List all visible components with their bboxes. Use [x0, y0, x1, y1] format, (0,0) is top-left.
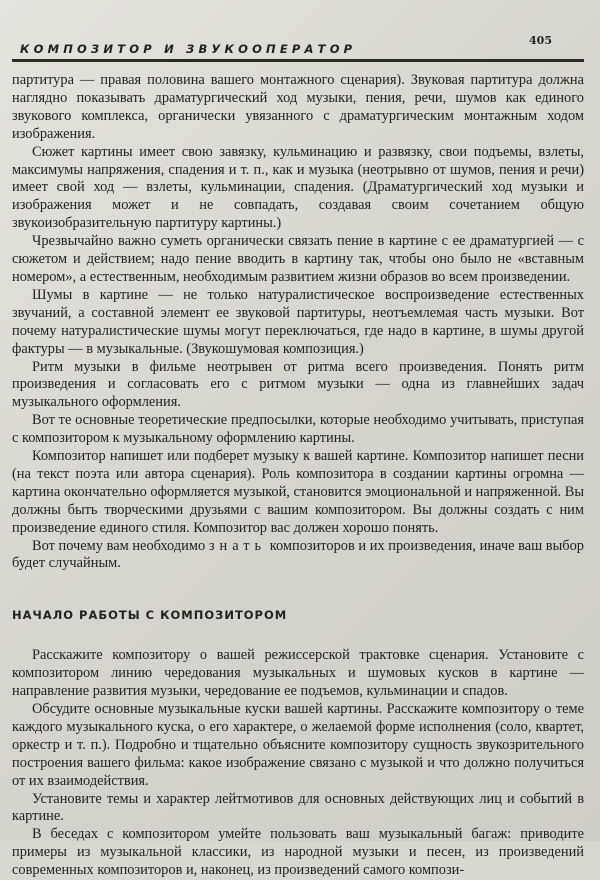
paragraph [12, 538, 584, 574]
paragraph-text: Вот почему вам необходимо [32, 537, 206, 554]
paragraph: Обсудите основные музыкальные куски вашей картины. Расскажите композитору о теме каждого музыкального куска, о его характере, о желаемой форме исполнения (соло, квартет, оркестр и т. п.). Подробно и тщательно объясните композитору сущность звукозрительного построения вашего фильма: какое изображение связано с музыкой и что должно получиться от их взаимодействия. [12, 701, 584, 789]
paragraph: В беседах с композитором умейте пользовать ваш музыкальный багаж: приводите примеры из музыкальной классики, из народной музыки и песен, из произведений современных композиторов и, наконец, из произведений самого компози- [12, 826, 584, 879]
emphasized-word: знать [208, 537, 267, 554]
paragraph: Чрезвычайно важно суметь органически связать пение в картине с ее драматургией — с сюжетом и действием; надо пение вводить в картину так, чтобы оно было не «вставным номером», а естественным, необходимым развитием жизни образов во всем произведении. [12, 233, 584, 285]
paragraph: Расскажите композитору о вашей режиссерской трактовке сценария. Установите с композитором линию чередования музыкальных и шумовых кусков в картине — направление развития музыки, чередование ее подъемов, кульминации и спадов. [12, 647, 584, 700]
running-head [12, 14, 584, 54]
paragraph: Установите темы и характер лейтмотивов для основных действующих лиц и событий в картине. [12, 790, 584, 825]
paragraph: Сюжет картины имеет свою завязку, кульминацию и развязку, свои подъемы, взлеты, максимумы напряжения, спадения и т. п., как и музыка (неотрывно от шумов, пения и речи) имеет свой ход — взлеты, кульминации, спадения. (Драматургический ход музыки и изображения может и не совпадать, создавая своим сочетанием общую звукоизобразительную партитуру картины.) [12, 143, 584, 232]
body-text [12, 72, 584, 880]
paragraph: Вот те основные теоретические предпосылки, которые необходимо учитывать, приступая с композитором к музыкальному оформлению картины. [12, 412, 584, 447]
paragraph-text: композиторов и их произведения, иначе ваш выбор будет случайным. [12, 537, 584, 572]
paragraph: Ритм музыки в фильме неотрывен от ритма всего произведения. Понять ритм произведения и согласовать его с ритмом музыки — одна из главнейших задач музыкального оформления. [12, 358, 584, 411]
paragraph: Шумы в картине — не только натуралистическое воспроизведение естественных звучаний, а составной элемент ее звуковой партитуры, неотъемлемая часть музыки. Вот почему натуралистические шумы могут переключаться, где надо в картине, в шумы другой фактуры — в музыкальные. (Звукошумовая композиция.) [12, 286, 584, 357]
paragraph: Композитор напишет или подберет музыку к вашей картине. Композитор напишет песни (на текст поэта или автора сценария). Роль композитора в создании картины огромна — картина окончательно оформляется музыкой, становится эмоциональной и напряженной. Вы должны быть творческими друзьями с вашим композитором. Вы должны создать с ним произведение единого стиля. Композитор вас должен хорошо понять. [12, 448, 584, 536]
running-head-rule [12, 59, 584, 62]
paragraph: партитура — правая половина вашего монтажного сценария). Звуковая партитура должна наглядно показывать драматургический ход музыки, пения, речи, шумов как единого звукового комплекса, органически увязанного с драматургическим монтажным ходом изображения. [12, 72, 584, 142]
page-number: 405 [529, 34, 552, 47]
section-heading: НАЧАЛО РАБОТЫ С КОМПОЗИТОРОМ [12, 608, 288, 623]
running-head-title: КОМПОЗИТОР И ЗВУКООПЕРАТОР [20, 42, 357, 56]
